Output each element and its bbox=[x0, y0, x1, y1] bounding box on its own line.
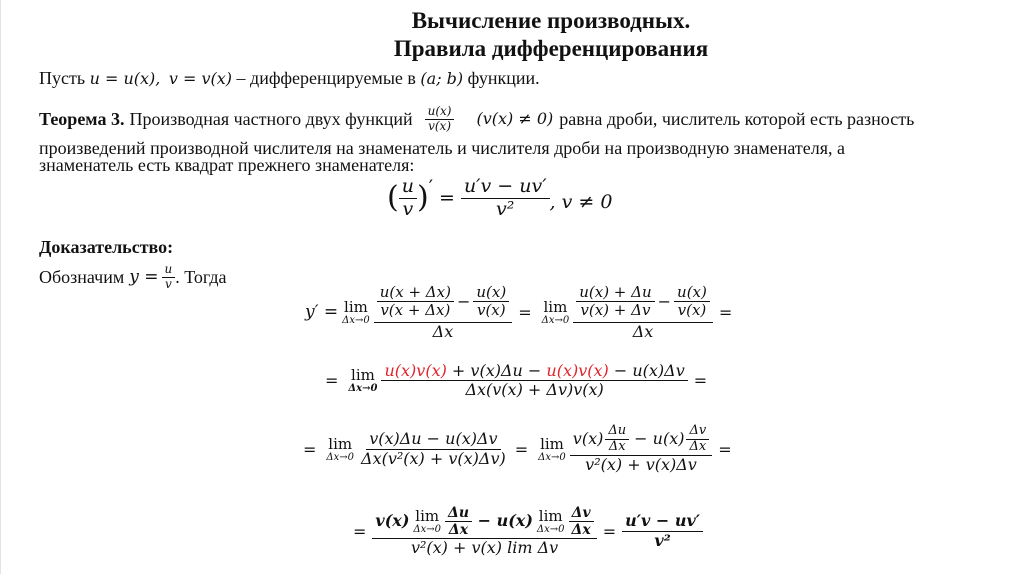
limit-operator bbox=[537, 508, 565, 535]
du: Δu bbox=[445, 505, 472, 522]
let-prefix: Обозначим bbox=[39, 267, 125, 287]
equals: = bbox=[718, 439, 732, 459]
lim-sub: Δx→0 bbox=[348, 383, 378, 395]
slide-title-line1: Вычисление производных. bbox=[411, 8, 691, 33]
fraction-denominator: v(x) bbox=[428, 118, 452, 133]
step2-den: Δx(v(x) + Δv)v(x) bbox=[465, 380, 604, 400]
step3-fraction bbox=[358, 430, 509, 468]
theorem-text1: Производная частного двух функций bbox=[129, 109, 413, 129]
inner4-num: u(x) bbox=[674, 284, 710, 302]
lim-sub: Δx→0 bbox=[326, 451, 355, 463]
intro-dash: – дифференцируемые в bbox=[236, 68, 416, 88]
minus: − bbox=[657, 291, 672, 311]
proof-label: Доказательство: bbox=[39, 237, 174, 257]
lim: lim bbox=[540, 434, 564, 453]
rhs-fraction bbox=[461, 176, 550, 221]
inner1-den: v(x + Δx) bbox=[380, 301, 451, 320]
inner2-den: v(x) bbox=[476, 301, 506, 320]
inner4-den: v(x) bbox=[677, 301, 707, 320]
dv: Δv bbox=[569, 505, 594, 522]
prime: ′ bbox=[428, 176, 434, 198]
inner-fraction-2 bbox=[473, 284, 509, 320]
theorem-line3: знаменатель есть квадрат прежнего знаменателя: bbox=[39, 155, 415, 175]
theorem-line2: произведений производной числителя на знаменатель и числителя дроби на производную знаменателя, а bbox=[39, 138, 846, 158]
result-fraction bbox=[622, 512, 703, 550]
dx: Δx bbox=[448, 522, 469, 539]
inner2-num: u(x) bbox=[473, 284, 509, 302]
dx: Δx bbox=[608, 438, 626, 454]
derivation-step-2 bbox=[319, 362, 713, 400]
inner-fraction-4 bbox=[674, 284, 710, 320]
derivation-step-1 bbox=[305, 284, 738, 341]
inner3-den: v(x) + Δv bbox=[580, 301, 651, 320]
cancel-term-1: u(x)v(x) bbox=[384, 361, 447, 380]
intro-interval: (a; b) bbox=[420, 69, 464, 88]
let-y: y = bbox=[129, 267, 159, 287]
limit-operator bbox=[542, 299, 570, 326]
lim: lim bbox=[538, 507, 563, 526]
y-prime: y′ = bbox=[305, 302, 339, 323]
step1b-den: Δx bbox=[632, 321, 654, 341]
step1-den: Δx bbox=[432, 321, 454, 341]
num-mid: + v(x)Δu − bbox=[446, 361, 547, 380]
minus-u-of-x: − u(x) bbox=[472, 511, 533, 531]
derivation-step-3 bbox=[297, 424, 738, 474]
step2-num bbox=[381, 362, 687, 381]
equals: = bbox=[514, 439, 529, 459]
derivation-step-4 bbox=[347, 505, 703, 558]
step3b-num bbox=[570, 424, 712, 456]
step3-fraction-2 bbox=[570, 424, 712, 474]
v-of-x: v(x) bbox=[572, 429, 604, 449]
let-den: v bbox=[164, 276, 172, 291]
limit-operator bbox=[326, 436, 354, 463]
limit-operator bbox=[538, 436, 566, 463]
theorem-fraction bbox=[425, 105, 455, 134]
equals: = bbox=[303, 439, 317, 459]
lim: lim bbox=[328, 434, 353, 453]
result-den: v² bbox=[654, 530, 671, 550]
rhs-den: v² bbox=[496, 197, 515, 220]
proof-let-line bbox=[39, 260, 227, 294]
step4-den: v²(x) + v(x) lim Δv bbox=[410, 538, 559, 558]
step3-num: v(x)Δu − u(x)Δv bbox=[366, 430, 500, 449]
intro-line bbox=[39, 68, 540, 89]
equals: = bbox=[439, 187, 455, 210]
equals: = bbox=[718, 302, 733, 322]
limit-operator bbox=[342, 299, 370, 326]
intro-prefix: Пусть bbox=[39, 68, 86, 88]
lim: lim bbox=[351, 366, 375, 385]
inner3-num: u(x) + Δu bbox=[576, 284, 654, 302]
limit-operator bbox=[348, 367, 377, 394]
lhs-den: v bbox=[402, 197, 414, 220]
lim: lim bbox=[344, 297, 368, 316]
equals: = bbox=[518, 302, 532, 322]
equals: = bbox=[693, 371, 708, 391]
intro-suffix: функции. bbox=[467, 68, 540, 88]
step1b-num bbox=[573, 284, 713, 323]
inner-fraction-1 bbox=[377, 284, 454, 320]
lim: lim bbox=[543, 297, 568, 316]
du-dx-fraction bbox=[605, 424, 629, 455]
step3-den: Δx(v²(x) + v(x)Δv) bbox=[361, 448, 506, 468]
slide-title-line2: Правила дифференцирования bbox=[393, 36, 709, 61]
intro-def-v: v = v(x) bbox=[168, 69, 233, 88]
let-num: u bbox=[162, 263, 176, 278]
let-fraction bbox=[162, 263, 176, 292]
num-tail: − u(x)Δv bbox=[608, 361, 685, 380]
theorem-label: Теорема 3. bbox=[39, 109, 125, 129]
step2-fraction bbox=[381, 362, 687, 400]
du-dx-fraction bbox=[445, 505, 472, 538]
theorem-line1 bbox=[39, 104, 914, 134]
lim: lim bbox=[415, 507, 440, 526]
step4-fraction bbox=[372, 505, 596, 558]
formula-condition: , v ≠ 0 bbox=[549, 191, 613, 214]
step3b-den: v²(x) + v(x)Δv bbox=[585, 454, 697, 474]
step1-big-fraction bbox=[374, 284, 512, 341]
limit-operator bbox=[413, 508, 441, 535]
step1-big-fraction-2 bbox=[573, 284, 713, 341]
dv: Δv bbox=[686, 424, 709, 440]
step4-num bbox=[372, 505, 596, 539]
intro-def-u: u = u(x), bbox=[89, 69, 161, 88]
theorem-condition: (v(x) ≠ 0) bbox=[476, 109, 554, 128]
lim-sub: Δx→0 bbox=[342, 314, 370, 326]
rhs-num: u′v − uv′ bbox=[461, 176, 550, 199]
equals: = bbox=[325, 371, 339, 391]
cancel-term-2: u(x)v(x) bbox=[546, 361, 609, 380]
v-of-x: v(x) bbox=[375, 511, 410, 531]
dx: Δx bbox=[571, 522, 591, 539]
quotient-rule-formula: ( $\frac{u}{v}$ ) ′ = $\frac{u'v - uv'}{\text{v²}}$ , v ≠ 0 bbox=[387, 175, 613, 220]
minus: − bbox=[456, 291, 471, 311]
result-num: u′v − uv′ bbox=[622, 512, 703, 531]
lim-sub: Δx→0 bbox=[413, 524, 441, 536]
du: Δu bbox=[605, 424, 629, 440]
let-suffix: . Тогда bbox=[175, 267, 227, 287]
lhs-fraction bbox=[399, 176, 417, 221]
step1-num bbox=[374, 284, 512, 323]
dv-dx-fraction bbox=[569, 505, 594, 538]
inner-fraction-3 bbox=[576, 284, 654, 320]
lim-sub: Δx→0 bbox=[536, 524, 565, 536]
inner1-num: u(x + Δx) bbox=[377, 284, 454, 302]
equals: = bbox=[353, 521, 367, 541]
fraction-numerator: u(x) bbox=[425, 105, 455, 120]
dv-dx-fraction bbox=[686, 424, 709, 455]
theorem-text1-rest: равна дроби, числитель которой есть разность bbox=[559, 109, 915, 129]
lhs-num: u bbox=[399, 176, 417, 199]
dx: Δx bbox=[689, 438, 707, 454]
minus-u-of-x: − u(x) bbox=[629, 429, 685, 449]
lim-sub: Δx→0 bbox=[538, 451, 566, 463]
equals: = bbox=[602, 521, 617, 541]
lim-sub: Δx→0 bbox=[541, 314, 570, 326]
